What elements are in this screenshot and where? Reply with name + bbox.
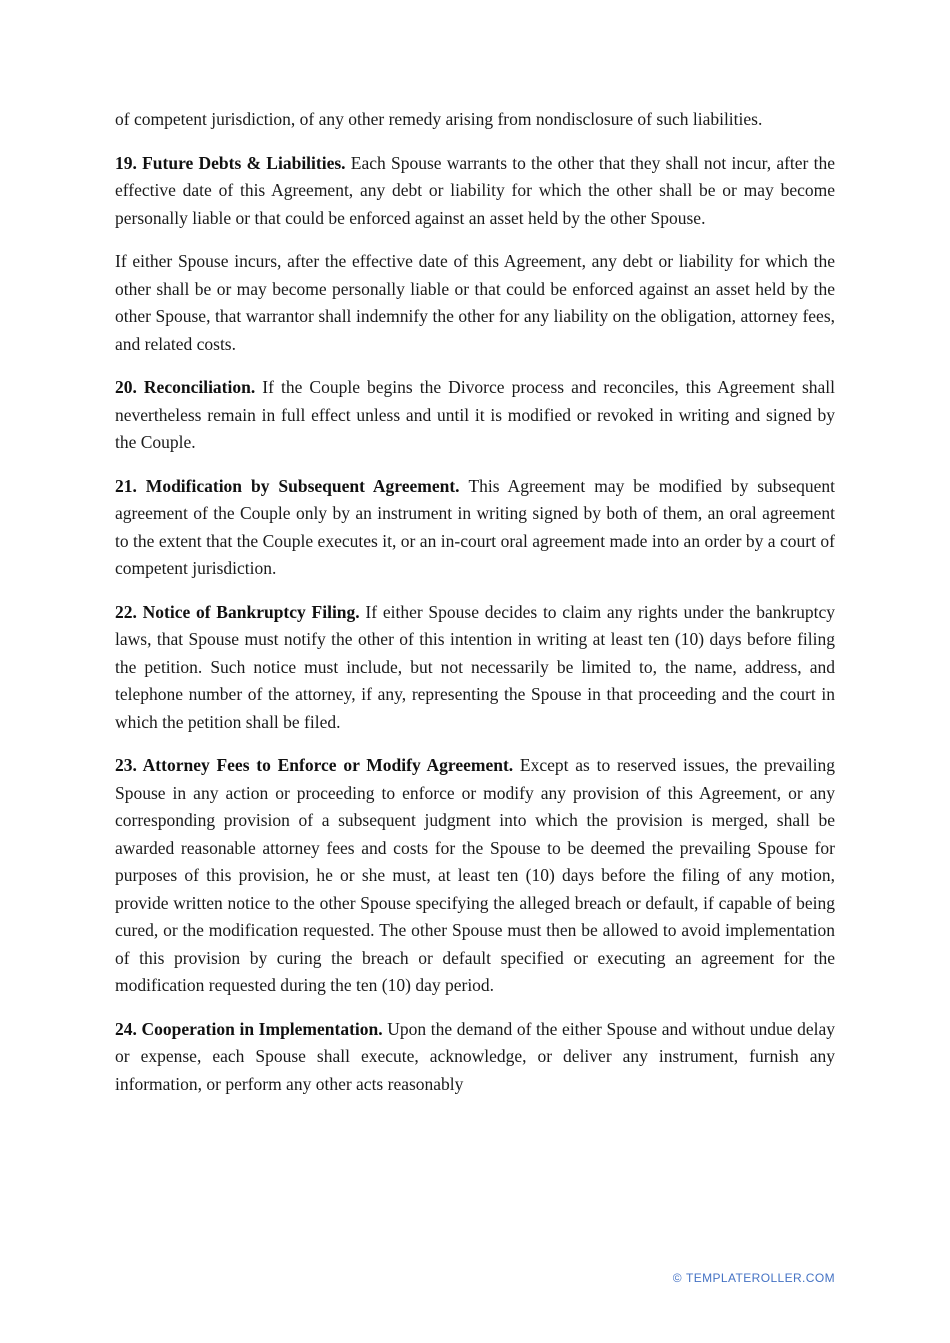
section-22-heading: 22. Notice of Bankruptcy Filing.	[115, 601, 366, 622]
section-22-paragraph	[115, 599, 835, 737]
footer-link-text: TEMPLATEROLLER.COM	[685, 1271, 835, 1285]
paragraph-body: Upon the demand of the either Spouse and without undue delay or expense, each Spouse shall execute, acknowledge, or deliver any instrument, furnish any information, or perform any other acts reasonably	[115, 1018, 835, 1094]
continuation-paragraph	[115, 106, 835, 134]
document-body	[115, 106, 835, 1114]
paragraph-body: Each Spouse warrants to the other that they shall not incur, after the effective date of this Agreement, any debt or liability for which the other shall be or may become personally liable or that could be enforced against an asset held by the other Spouse.	[115, 152, 835, 228]
section-24-paragraph	[115, 1016, 835, 1099]
paragraph-body: This Agreement may be modified by subsequent agreement of the Couple only by an instrument in writing signed by both of them, an oral agreement to the extent that the Couple executes it, or an in-court oral agreement made into an order by a court of competent jurisdiction.	[115, 475, 836, 578]
section-23-paragraph	[115, 752, 835, 1000]
paragraph-body: of competent jurisdiction, of any other remedy arising from nondisclosure of such liabilities.	[115, 109, 763, 129]
section-24-heading: 24. Cooperation in Implementation.	[115, 1018, 388, 1039]
section-20-paragraph	[115, 374, 835, 457]
section-23-heading: 23. Attorney Fees to Enforce or Modify Agreement.	[115, 755, 520, 775]
section-21-heading: 21. Modification by Subsequent Agreement.	[115, 475, 469, 496]
copyright-icon: ©	[672, 1271, 682, 1285]
paragraph-body: If either Spouse incurs, after the effective date of this Agreement, any debt or liability for which the other shall be or may become personally liable or that could be enforced against an asset held by the other Spouse, that warrantor shall indemnify the other for any liability on the obligation, attorney fees, and related costs.	[115, 251, 835, 354]
paragraph-body: Except as to reserved issues, the prevailing Spouse in any action or proceeding to enforce or modify any provision of this Agreement, or any corresponding provision of a subsequent judgment into which the provision is merged, shall be awarded reasonable attorney fees and costs for the Spouse to be deemed the prevailing Spouse for purposes of this provision, he or she must, at least ten (10) days before the filing of any motion, provide written notice to the other Spouse specifying the alleged breach or default, if capable of being cured, or the modification requested. The other Spouse must then be allowed to avoid implementation of this provision by curing the breach or default specified or executing an agreement for the modification requested during the ten (10) day period.	[115, 755, 835, 995]
footer	[673, 1271, 835, 1285]
section-20-heading: 20. Reconciliation.	[115, 377, 263, 397]
section-21-paragraph	[115, 473, 835, 583]
paragraph-body: If the Couple begins the Divorce process and reconciles, this Agreement shall nevertheless remain in full effect unless and until it is modified or revoked in writing and signed by the Couple.	[115, 377, 835, 452]
section-19-continuation-paragraph	[115, 248, 835, 358]
section-19-heading: 19. Future Debts & Liabilities.	[115, 152, 351, 173]
paragraph-body: If either Spouse decides to claim any rights under the bankruptcy laws, that Spouse must notify the other of this intention in writing at least ten (10) days before filing the petition. Such notice must include, but not necessarily be limited to, the name, address, and telephone number of the attorney, if any, representing the Spouse in that proceeding and the court in which the petition shall be filed.	[115, 601, 835, 732]
section-19-paragraph	[115, 150, 835, 233]
templateroller-link[interactable]	[673, 1271, 835, 1285]
